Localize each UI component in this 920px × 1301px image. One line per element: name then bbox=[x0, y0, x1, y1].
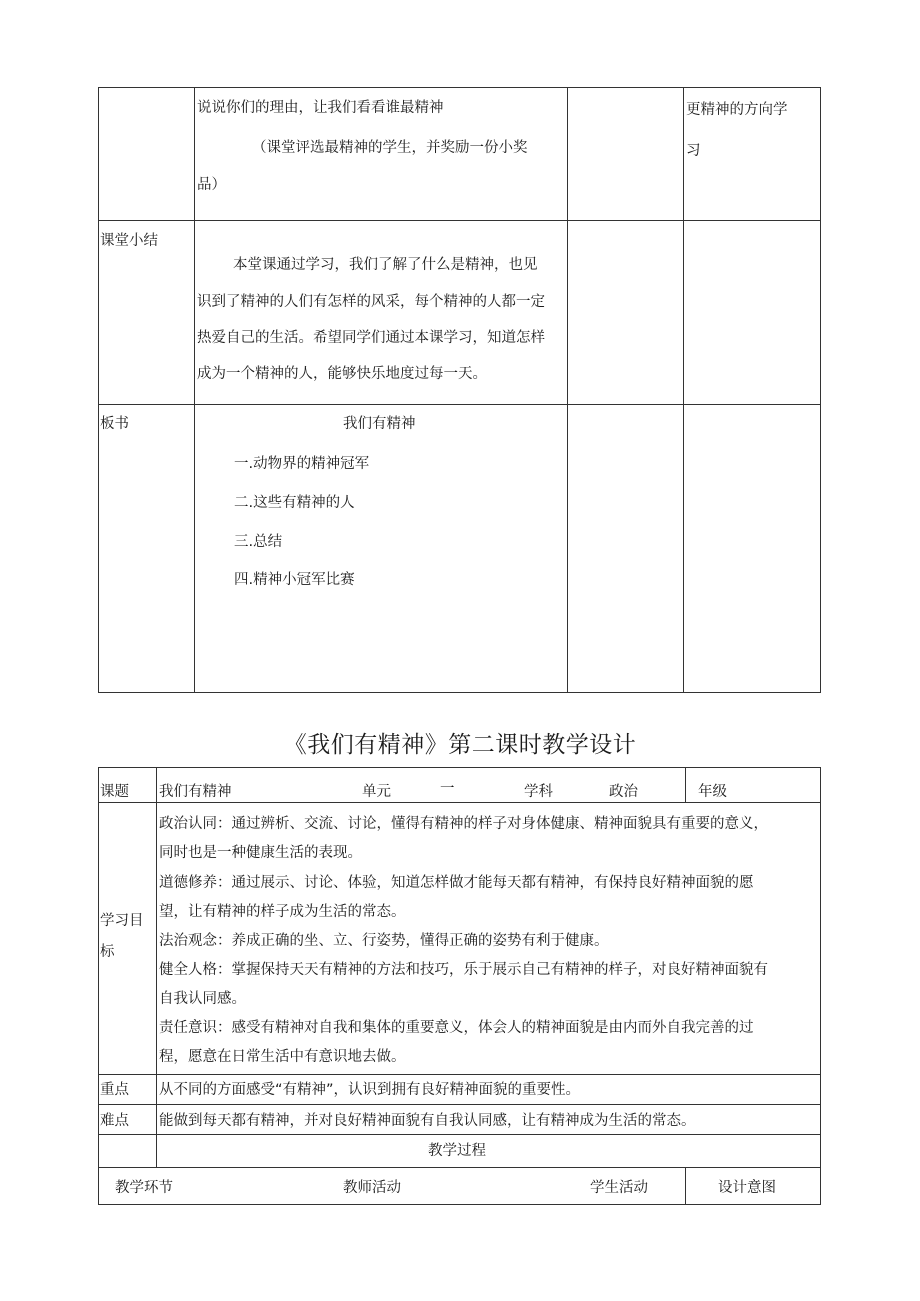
goal-line: 责任意识：感受有精神对自我和集体的重要意义，体会人的精神面貌是由内而外自我完善的过 bbox=[159, 1020, 754, 1036]
goal-line: 法治观念：养成正确的坐、立、行姿势，懂得正确的姿势有利于健康。 bbox=[159, 933, 609, 949]
subject-label: 学科 bbox=[524, 784, 553, 800]
activity-text-line: 品） bbox=[197, 177, 226, 193]
board-item: 一.动物界的精神冠军 bbox=[234, 456, 370, 472]
summary-label: 课堂小结 bbox=[100, 233, 158, 249]
key-point-text: 从不同的方面感受“有精神”，认识到拥有良好精神面貌的重要性。 bbox=[159, 1082, 581, 1098]
goals-label: 学习目 bbox=[100, 913, 144, 929]
board-label: 板书 bbox=[100, 416, 129, 432]
board-item: 四.精神小冠军比赛 bbox=[234, 572, 355, 588]
goal-line: 程，愿意在日常生活中有意识地去做。 bbox=[159, 1049, 406, 1065]
board-item: 二.这些有精神的人 bbox=[234, 495, 355, 511]
goal-line: 道德修养：通过展示、讨论、体验，知道怎样做才能每天都有精神，有保持良好精神面貌的愿 bbox=[159, 875, 754, 891]
intent-text-line: 更精神的方向学 bbox=[686, 102, 788, 118]
difficulty-text: 能做到每天都有精神，并对良好精神面貌有自我认同感，让有精神成为生活的常态。 bbox=[159, 1113, 696, 1129]
process-title: 教学过程 bbox=[428, 1143, 486, 1159]
topic-label: 课题 bbox=[100, 784, 129, 800]
summary-line: 识到了精神的人们有怎样的风采，每个精神的人都一定 bbox=[197, 294, 545, 310]
grade-label: 年级 bbox=[698, 784, 727, 800]
summary-line: 热爱自己的生活。希望同学们通过本课学习，知道怎样 bbox=[197, 330, 545, 346]
process-col-header: 教师活动 bbox=[343, 1180, 401, 1196]
process-col-header: 学生活动 bbox=[590, 1180, 648, 1196]
unit-label: 单元 bbox=[362, 784, 391, 800]
intent-text-line: 习 bbox=[686, 143, 701, 159]
board-heading: 我们有精神 bbox=[343, 416, 416, 432]
process-col-header: 教学环节 bbox=[115, 1180, 173, 1196]
summary-line: 成为一个精神的人，能够快乐地度过每一天。 bbox=[197, 366, 487, 382]
goal-line: 政治认同：通过辨析、交流、讨论，懂得有精神的样子对身体健康、精神面貌具有重要的意义， bbox=[159, 816, 768, 832]
board-item: 三.总结 bbox=[234, 534, 283, 550]
goal-line: 同时也是一种健康生活的表现。 bbox=[159, 845, 362, 861]
goal-line: 望，让有精神的样子成为生活的常态。 bbox=[159, 904, 406, 920]
goal-line: 自我认同感。 bbox=[159, 991, 246, 1007]
process-col-header: 设计意图 bbox=[718, 1180, 776, 1196]
difficulty-label: 难点 bbox=[100, 1113, 129, 1129]
activity-text-line: 说说你们的理由，让我们看看谁最精神 bbox=[197, 100, 444, 116]
topic-value: 我们有精神 bbox=[159, 784, 232, 800]
document-title: 《我们有精神》第二课时教学设计 bbox=[283, 732, 637, 758]
unit-value: 一 bbox=[440, 781, 455, 797]
goal-line: 健全人格：掌握保持天天有精神的方法和技巧，乐于展示自己有精神的样子，对良好精神面貌有 bbox=[159, 962, 768, 978]
goals-label: 标 bbox=[100, 944, 115, 960]
activity-text-line: （课堂评选最精神的学生，并奖励一份小奖 bbox=[252, 140, 528, 156]
key-point-label: 重点 bbox=[100, 1082, 129, 1098]
subject-value: 政治 bbox=[609, 784, 638, 800]
summary-line: 本堂课通过学习，我们了解了什么是精神，也见 bbox=[233, 257, 538, 273]
